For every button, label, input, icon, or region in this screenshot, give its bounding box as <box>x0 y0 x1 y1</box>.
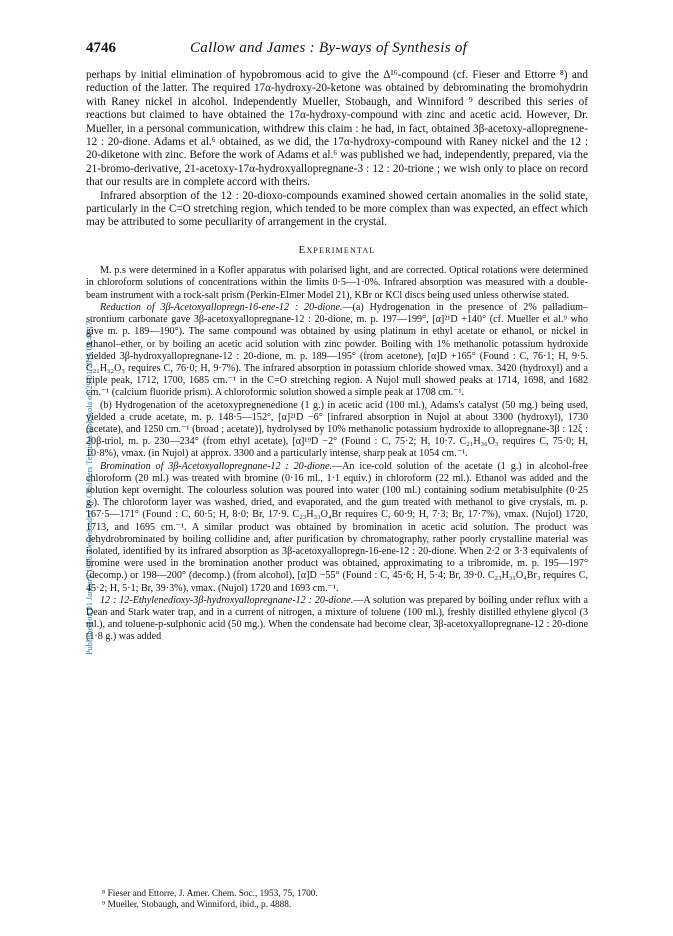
footnote-9: ⁹ Mueller, Stobaugh, and Winniford, ibid., p. 4888. <box>102 900 292 910</box>
experimental-section <box>86 265 588 643</box>
download-watermark: Published on 01 January 1956. Downloaded by Chalmers Tekniska Hogskola on 29/01/2016 04:40:17. <box>85 319 94 655</box>
hydrogenation-paragraph: (b) Hydrogenation of the acetoxypregnenedione (1 g.) in acetic acid (100 ml.), Adams's catalyst (50 mg.) being used, yielded a crude acetate, m. p. 148·5—152°, [α]²¹D −6° [infrared absorption in Nujol at about 3300 (hydroxyl), 1730 (acetate), and 1250 cm.⁻¹ (broad ; acetate)], hydrolysed by 10% methanolic potassium hydroxide to allopregnane-3β : 12ξ : 20β-triol, m. p. 230—234° (from ethyl acetate), [α]¹⁹D −2° (Found : C, 75·2; H, 10·7. C₂₁H₃₆O₃ requires C, 75·0; H, 10·8%), νmax. (in Nujol) at approx. 3300 and a particularly intense, sharp peak at 1054 cm.⁻¹. <box>86 399 588 460</box>
article-body <box>86 69 588 644</box>
bromination-title: Bromination of 3β-Acetoxyallopregnane-12 : 20-dione. <box>100 460 333 472</box>
intro-paragraph-2: Infrared absorption of the 12 : 20-dioxo-compounds examined showed certain anomalies in the solid state, particularly in the C=O stretching region, which tended to be more complex than was expected, an effect which may be attributed to some peculiarity of arrangement in the crystal. <box>86 189 588 229</box>
reduction-paragraph <box>86 302 588 400</box>
reduction-text: —(a) Hydrogenation in the presence of 2% palladium–strontium carbonate gave 3β-acetoxyallopregnane-12 : 20-dione, m. p. 197—199°, [α]²¹D +140° (cf. Mueller et al.⁹ who give m. p. 189—190°). The same compound was obtained by using platinum in ethyl acetate or ethanol, or nickel in ethanol–ether, or by boiling an acetic acid solution with zinc powder. Boiling with 1% methanolic potassium hydroxide yielded 3β-hydroxyallopregnane-12 : 20-dione, m. p. 189—195° (from acetone), [α]D +165° (Found : C, 76·1; H, 9·5. C₂₁H₃₂O₃ requires C, 76·0; H, 9·7%). The infrared absorption in potassium chloride showed νmax. 3420 (hydroxyl) and a triple peak, 1712, 1700, 1685 cm.⁻¹ in the C=O stretching region. A Nujol mull showed peaks at 1714, 1698, and 1682 cm.⁻¹ (calcium fluoride prism). A chloroformic solution showed a simple peak at 1708 cm.⁻¹. <box>86 301 588 399</box>
intro-paragraph-1: perhaps by initial elimination of hypobromous acid to give the Δ¹⁶-compound (cf. Fieser and Ettorre ⁸) and reduction of the latter. The required 17α-hydroxy-20-ketone was obtained by debrominating the bromohydrin with Raney nickel in alcohol. Independently Mueller, Stobaugh, and Winniford ⁹ described this series of reactions but claimed to have obtained the 17α-hydroxy-compound with zinc and acetic acid. However, Dr. Mueller, in a personal communication, withdrew this claim : he had, in fact, obtained 3β-acetoxy-allopregnene-12 : 20-dione. Adams et al.⁶ obtained, as we did, the 17α-hydroxy-compound with Raney nickel and the 12 : 20-diketone with zinc. Before the work of Adams et al.⁶ was published we had, independently, prepared, via the 21-bromo-derivative, 21-acetoxy-17α-hydroxyallopregnane-3 : 12 : 20-trione ; we wish only to place on record that our results are in complete accord with theirs. <box>86 69 588 189</box>
running-header <box>86 40 586 62</box>
section-heading: Experimental <box>298 243 376 256</box>
bromination-text: —An ice-cold solution of the acetate (1 g.) in alcohol-free chloroform (20 ml.) was treated with bromine (0·16 ml., 1·1 equiv.) in chloroform (22 ml.). Ethanol was added and the solution kept overnight. The colourless solution was poured into water (100 ml.) containing sodium metabisulphite (0·25 g.). The chloroform layer was washed, dried, and evaporated, and the gum treated with methanol to give crystals, m. p. 167·5—171° (Found : C, 60·5; H, 8·0; Br, 17·9. C₂₃H₃₃O₄Br requires C, 60·9; H, 7·3; Br, 17·7%), νmax. (Nujol) 1720, 1713, and 1695 cm.⁻¹. A similar product was obtained by bromination in acetic acid solution. The product was dehydrobrominated by boiling collidine and, after purification by chromatography, rather poorly crystalline material was isolated, identified by its infrared absorption as 3β-acetoxyallopregn-16-ene-12 : 20-dione. When 2·2 or 3·3 equivalents of bromine were used in the bromination another product was obtained, approximating to a tribromide, m. p. 195—197° (decomp.) or 198—200° (decomp.) (from alcohol), [α]D −55° (Found : C, 45·6; H, 5·4; Br, 39·0. C₂₃H₃₁O₄Br₃ requires C, 45·2; H, 5·1; Br, 39·3%), νmax. (Nujol) 1720 and 1693 cm.⁻¹. <box>86 460 588 594</box>
ethylenedioxy-paragraph <box>86 595 588 644</box>
footnote-8: ⁸ Fieser and Ettorre, J. Amer. Chem. Soc., 1953, 75, 1700. <box>102 889 318 899</box>
methods-paragraph: M. p.s were determined in a Kofler apparatus with polarised light, and are corrected. Optical rotations were determined in chloroform solutions of concentrations within the limits 0·5—1·0%. Infrared absorption was measured with a double-beam instrument with a rock-salt prism (Perkin-Elmer Model 21), KBr or KCl discs being used unless otherwise stated. <box>86 265 588 301</box>
running-title: Callow and James : By-ways of Synthesis of <box>190 40 468 56</box>
bromination-paragraph <box>86 461 588 595</box>
ethylenedioxy-text: —A solution was prepared by boiling under reflux with a Dean and Stark water trap, and in a current of nitrogen, a mixture of toluene (100 ml.), freshly distilled ethylene glycol (3 ml.), and toluene-p-sulphonic acid (50 mg.). When the condensate had become clear, 3β-acetoxyallopregnane-12 : 20-dione (1·8 g.) was added <box>86 594 588 643</box>
footnotes <box>102 889 582 911</box>
reduction-title: Reduction of 3β-Acetoxyallopregn-16-ene-12 : 20-dione. <box>100 301 343 313</box>
page-number: 4746 <box>86 40 116 56</box>
ethylenedioxy-title: 12 : 12-Ethylenedioxy-3β-hydroxyallopregnane-12 : 20-dione. <box>100 594 354 606</box>
